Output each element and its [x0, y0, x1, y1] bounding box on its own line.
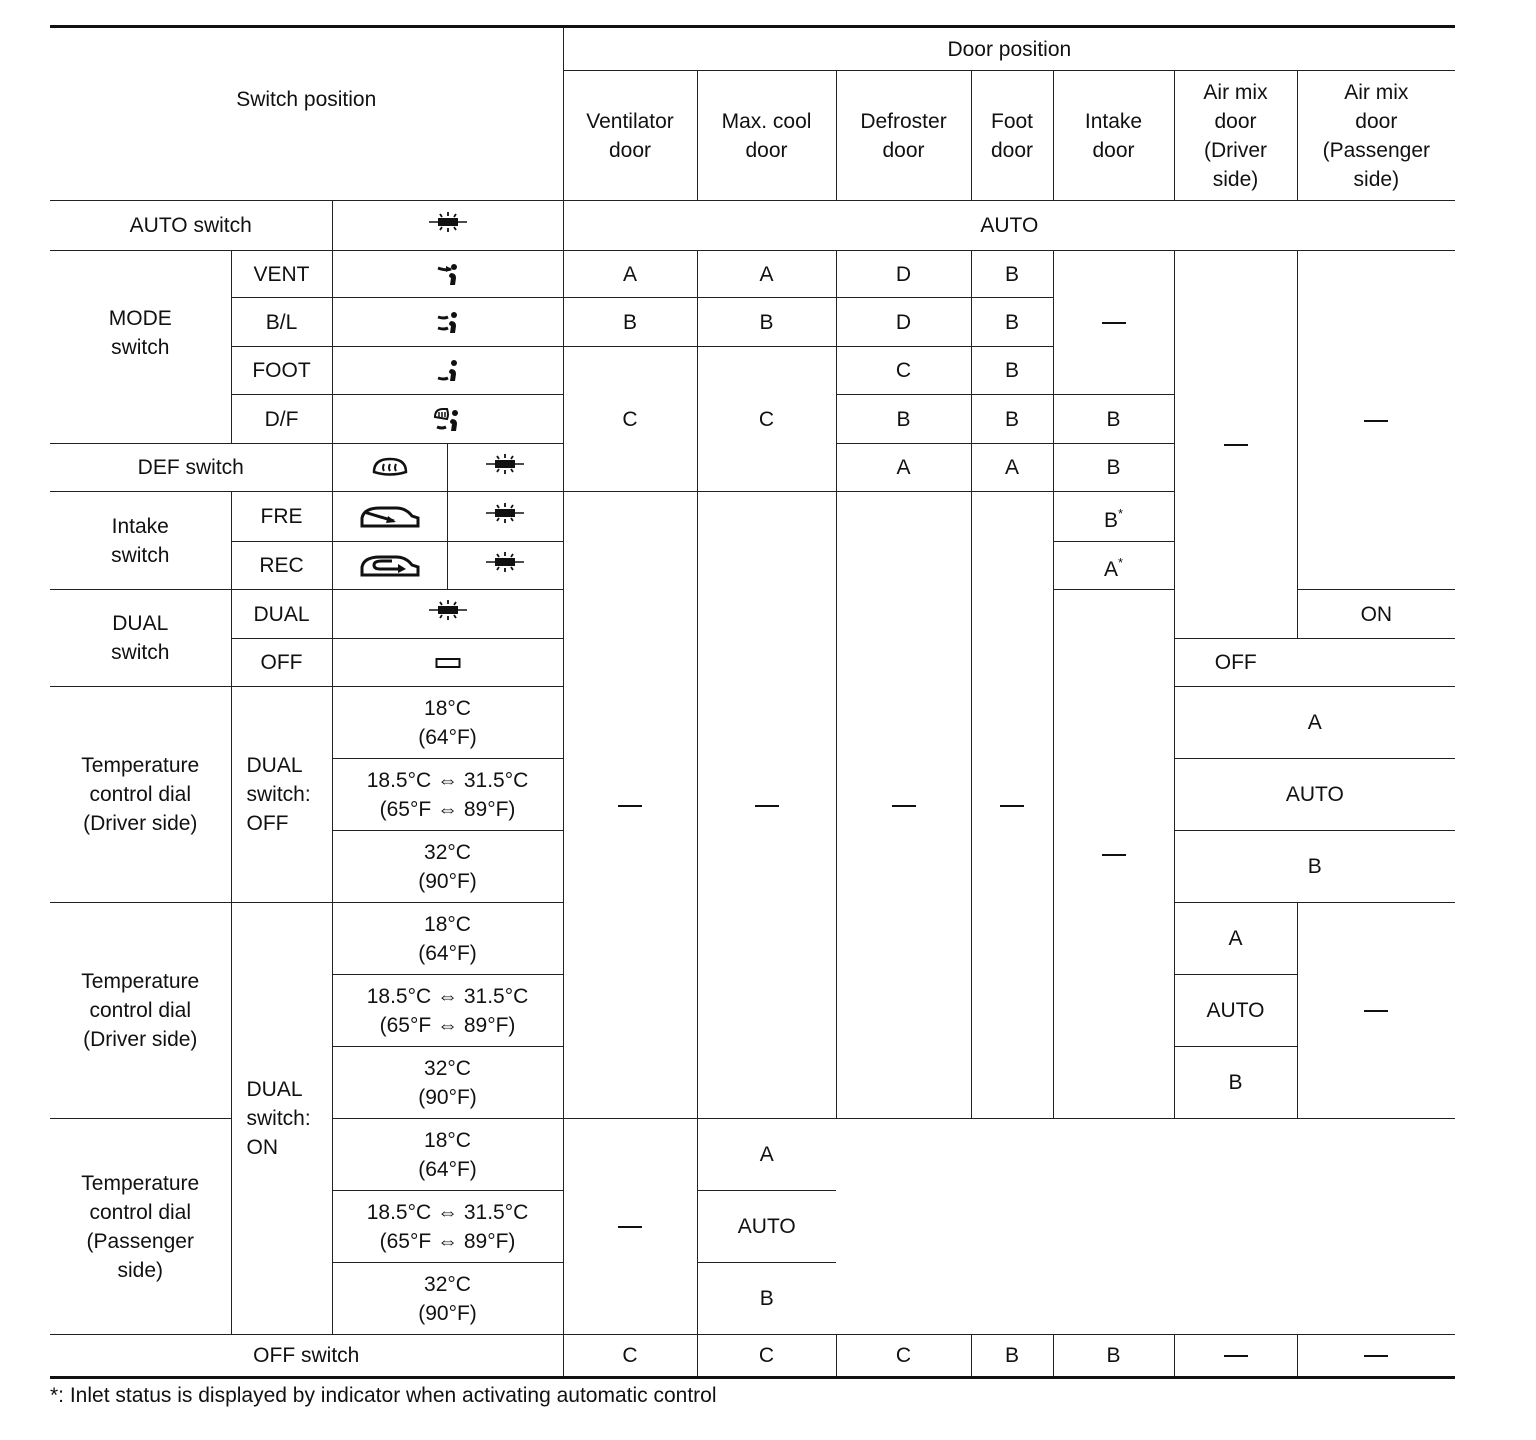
temp-on-driver-32: 32°C (90°F): [332, 1047, 563, 1119]
temp-pass-18-value: A: [697, 1119, 836, 1191]
defroster-icon: [371, 456, 409, 480]
temp-on-driver-18-value: A: [1174, 903, 1297, 975]
intake-switch-label: Intake switch: [50, 492, 231, 590]
dual-passenger-on: ON: [1297, 590, 1455, 639]
vent-ventilator: A: [563, 251, 697, 298]
foot-mode-icon: [434, 359, 462, 383]
vent-defroster: D: [836, 251, 971, 298]
dual-passenger-off: OFF: [1174, 639, 1297, 687]
rec-intake: A*: [1053, 542, 1174, 590]
intake-door-header: Intake door: [1053, 71, 1174, 201]
maxcool-dash: [697, 492, 836, 1119]
indicator-on-icon: [485, 502, 525, 532]
off-defroster: C: [836, 1335, 971, 1378]
temp-pass-range: 18.5°C ⇔ 31.5°C (65°F ⇔ 89°F): [332, 1191, 563, 1263]
indicator-on-icon: [485, 551, 525, 581]
mode-ventilator-c: C: [563, 347, 697, 492]
def-indicator-cell: [447, 444, 563, 492]
df-intake: B: [1053, 395, 1174, 444]
dual-switch-label: DUAL switch: [50, 590, 231, 687]
temp-pass-range-value: AUTO: [697, 1191, 836, 1263]
off-ventilator: C: [563, 1335, 697, 1378]
def-intake: B: [1053, 444, 1174, 492]
temp-on-driver-18: 18°C (64°F): [332, 903, 563, 975]
temp-passenger-label: Temperature control dial (Passenger side): [50, 1119, 231, 1335]
temp-pass-18: 18°C (64°F): [332, 1119, 563, 1191]
temp-off-32-value: B: [1174, 831, 1455, 903]
intake-rec-label: REC: [231, 542, 332, 590]
indicator-on-icon: [428, 599, 468, 629]
df-defroster: B: [836, 395, 971, 444]
temp-off-range-value: AUTO: [1174, 759, 1455, 831]
off-maxcool: C: [697, 1335, 836, 1378]
fre-indicator-cell: [447, 492, 563, 542]
ventilator-door-header: Ventilator door: [563, 71, 697, 201]
df-foot: B: [971, 395, 1053, 444]
defroster-dash: [836, 492, 971, 1119]
bl-maxcool: B: [697, 298, 836, 347]
dual-switch-on-label: DUAL switch: ON: [231, 903, 332, 1335]
airmix-driver-dash-2: [563, 1119, 697, 1335]
off-intake: B: [1053, 1335, 1174, 1378]
intake-dash-lower: [1053, 590, 1174, 1119]
mode-df-label: D/F: [231, 395, 332, 444]
door-position-header: Door position: [563, 27, 1455, 71]
dual-dual-label: DUAL: [231, 590, 332, 639]
temp-off-range: 18.5°C ⇔ 31.5°C (65°F ⇔ 89°F): [332, 759, 563, 831]
rec-icon-cell: [332, 542, 447, 590]
mode-foot-icon-cell: [332, 347, 563, 395]
off-foot: B: [971, 1335, 1053, 1378]
fre-icon-cell: [332, 492, 447, 542]
mode-bl-icon-cell: [332, 298, 563, 347]
auto-value: AUTO: [563, 201, 1455, 251]
off-airmix-passenger: [1297, 1335, 1455, 1378]
temp-pass-32-value: B: [697, 1263, 836, 1335]
indicator-off-icon: [435, 648, 461, 677]
air-mix-passenger-header: Air mix door (Passenger side): [1297, 71, 1455, 201]
switch-position-header: Switch position: [50, 27, 563, 201]
fresh-air-icon: [358, 504, 422, 530]
dual-off-icon-cell: [332, 639, 563, 687]
foot-foot: B: [971, 347, 1053, 395]
airmix-driver-dash-1: [1174, 251, 1297, 639]
vent-mode-icon: [434, 263, 462, 287]
footnote: *: Inlet status is displayed by indicator when activating automatic control: [50, 1384, 717, 1407]
temp-off-32: 32°C (90°F): [332, 831, 563, 903]
fre-intake: B*: [1053, 492, 1174, 542]
airmix-passenger-dash-1: [1297, 251, 1455, 590]
temp-on-driver-range-value: AUTO: [1174, 975, 1297, 1047]
foot-dash: [971, 492, 1053, 1119]
mode-foot-label: FOOT: [231, 347, 332, 395]
vent-maxcool: A: [697, 251, 836, 298]
bl-defroster: D: [836, 298, 971, 347]
dual-switch-off-label: DUAL switch: OFF: [231, 687, 332, 903]
mode-bl-label: B/L: [231, 298, 332, 347]
temp-off-18: 18°C (64°F): [332, 687, 563, 759]
intake-fre-label: FRE: [231, 492, 332, 542]
def-icon-cell: [332, 444, 447, 492]
temp-off-18-value: A: [1174, 687, 1455, 759]
off-switch-label: OFF switch: [50, 1335, 563, 1378]
temp-on-driver-range: 18.5°C ⇔ 31.5°C (65°F ⇔ 89°F): [332, 975, 563, 1047]
temp-on-driver-32-value: B: [1174, 1047, 1297, 1119]
auto-indicator-cell: [332, 201, 563, 251]
def-switch-label: DEF switch: [50, 444, 332, 492]
temp-driver-off-label: Temperature control dial (Driver side): [50, 687, 231, 903]
indicator-on-icon: [485, 453, 525, 483]
indicator-on-icon: [428, 211, 468, 241]
auto-switch-label: AUTO switch: [50, 201, 332, 251]
foot-door-header: Foot door: [971, 71, 1053, 201]
dual-off-label: OFF: [231, 639, 332, 687]
door-position-table: [50, 25, 1455, 1379]
off-airmix-driver: [1174, 1335, 1297, 1378]
defroster-door-header: Defroster door: [836, 71, 971, 201]
vent-foot: B: [971, 251, 1053, 298]
foot-defroster: C: [836, 347, 971, 395]
def-foot: A: [971, 444, 1053, 492]
airmix-passenger-dash-2: [1297, 903, 1455, 1119]
mode-intake-dash: [1053, 251, 1174, 395]
mode-vent-label: VENT: [231, 251, 332, 298]
temp-driver-on-label: Temperature control dial (Driver side): [50, 903, 231, 1119]
bl-ventilator: B: [563, 298, 697, 347]
temp-pass-32: 32°C (90°F): [332, 1263, 563, 1335]
rec-indicator-cell: [447, 542, 563, 590]
air-mix-driver-header: Air mix door (Driver side): [1174, 71, 1297, 201]
mode-df-icon-cell: [332, 395, 563, 444]
max-cool-door-header: Max. cool door: [697, 71, 836, 201]
mode-vent-icon-cell: [332, 251, 563, 298]
dual-on-icon-cell: [332, 590, 563, 639]
bilevel-mode-icon: [434, 311, 462, 335]
mode-switch-label: MODE switch: [50, 251, 231, 444]
recirculation-icon: [358, 553, 422, 579]
def-defroster: A: [836, 444, 971, 492]
defrost-foot-mode-icon: [433, 407, 463, 433]
ventilator-dash: [563, 492, 697, 1119]
bl-foot: B: [971, 298, 1053, 347]
mode-maxcool-c: C: [697, 347, 836, 492]
